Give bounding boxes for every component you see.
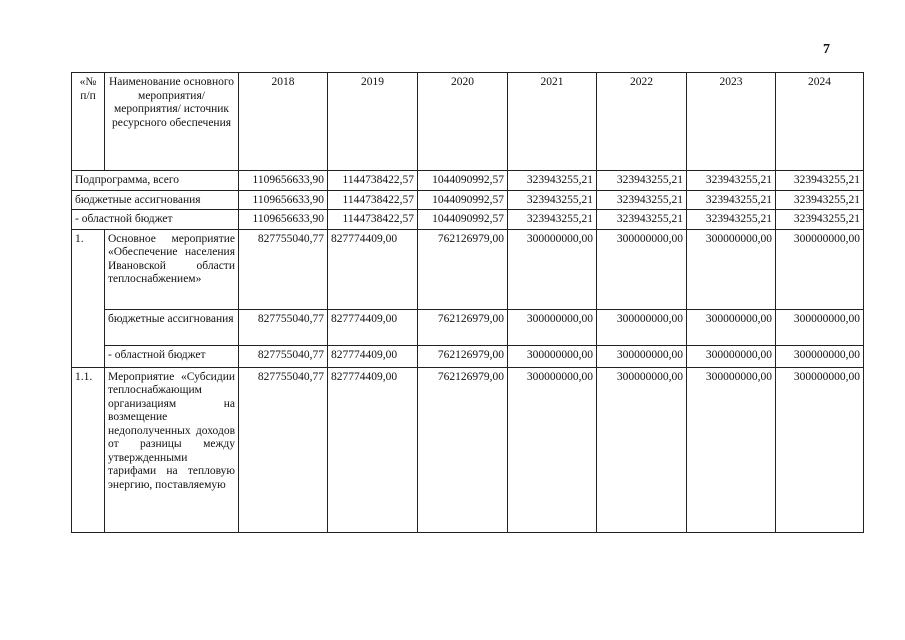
row-value: 300000000,00 xyxy=(687,309,776,345)
row-value: 827755040,77 xyxy=(239,229,328,309)
row-name: - областной бюджет xyxy=(72,210,239,230)
row-value: 1109656633,90 xyxy=(239,190,328,210)
row-value: 300000000,00 xyxy=(508,309,597,345)
row-value: 300000000,00 xyxy=(597,229,687,309)
row-value: 300000000,00 xyxy=(597,309,687,345)
header-year: 2023 xyxy=(687,73,776,171)
table-row xyxy=(72,171,864,191)
table-row xyxy=(72,229,864,309)
row-value: 300000000,00 xyxy=(508,345,597,367)
row-value: 827774409,00 xyxy=(328,229,418,309)
row-value: 762126979,00 xyxy=(418,229,508,309)
row-value: 827755040,77 xyxy=(239,309,328,345)
row-value: 323943255,21 xyxy=(508,190,597,210)
row-name: бюджетные ассигнования xyxy=(72,190,239,210)
row-value: 300000000,00 xyxy=(776,367,864,532)
header-row xyxy=(72,73,864,171)
row-value: 300000000,00 xyxy=(687,229,776,309)
resource-table xyxy=(71,72,864,533)
row-name: - областной бюджет xyxy=(105,345,239,367)
table-row xyxy=(72,309,864,345)
row-value: 1044090992,57 xyxy=(418,210,508,230)
row-value: 1144738422,57 xyxy=(328,171,418,191)
row-name: Подпрограмма, всего xyxy=(72,171,239,191)
row-value: 762126979,00 xyxy=(418,367,508,532)
row-value: 827774409,00 xyxy=(328,367,418,532)
header-year: 2022 xyxy=(597,73,687,171)
row-value: 300000000,00 xyxy=(687,367,776,532)
row-value: 323943255,21 xyxy=(776,210,864,230)
row-value: 300000000,00 xyxy=(776,229,864,309)
row-value: 827755040,77 xyxy=(239,345,328,367)
row-value: 323943255,21 xyxy=(597,190,687,210)
row-name: бюджетные ассигнования xyxy=(105,309,239,345)
row-value: 323943255,21 xyxy=(687,171,776,191)
row-value: 300000000,00 xyxy=(508,367,597,532)
row-num-empty xyxy=(72,345,105,367)
row-value: 1109656633,90 xyxy=(239,210,328,230)
table-row xyxy=(72,210,864,230)
row-value: 323943255,21 xyxy=(508,171,597,191)
row-value: 762126979,00 xyxy=(418,309,508,345)
table-row xyxy=(72,367,864,532)
row-value: 323943255,21 xyxy=(597,171,687,191)
row-num: 1. xyxy=(72,229,105,309)
row-value: 323943255,21 xyxy=(508,210,597,230)
row-name: Основное мероприятие «Обеспечение населения Ивановской области теплоснабжением» xyxy=(105,229,239,309)
header-year: 2020 xyxy=(418,73,508,171)
row-value: 323943255,21 xyxy=(597,210,687,230)
row-value: 300000000,00 xyxy=(597,367,687,532)
row-value: 762126979,00 xyxy=(418,345,508,367)
header-year: 2024 xyxy=(776,73,864,171)
row-value: 323943255,21 xyxy=(687,210,776,230)
row-value: 1144738422,57 xyxy=(328,210,418,230)
row-value: 300000000,00 xyxy=(776,345,864,367)
row-value: 323943255,21 xyxy=(776,190,864,210)
row-value: 827774409,00 xyxy=(328,345,418,367)
header-num: «№ п/п xyxy=(72,73,105,171)
row-value: 300000000,00 xyxy=(508,229,597,309)
row-value: 827774409,00 xyxy=(328,309,418,345)
row-value: 323943255,21 xyxy=(776,171,864,191)
row-value: 1144738422,57 xyxy=(328,190,418,210)
row-value: 323943255,21 xyxy=(687,190,776,210)
header-name: Наименование основного мероприятия/ мероприятия/ источник ресурсного обеспечения xyxy=(105,73,239,171)
row-value: 300000000,00 xyxy=(776,309,864,345)
header-year: 2021 xyxy=(508,73,597,171)
row-num-empty xyxy=(72,309,105,345)
table-row xyxy=(72,190,864,210)
row-num: 1.1. xyxy=(72,367,105,532)
row-value: 1044090992,57 xyxy=(418,190,508,210)
row-value: 1109656633,90 xyxy=(239,171,328,191)
row-value: 300000000,00 xyxy=(597,345,687,367)
table-row xyxy=(72,345,864,367)
row-value: 1044090992,57 xyxy=(418,171,508,191)
page-number: 7 xyxy=(823,42,830,57)
row-value: 827755040,77 xyxy=(239,367,328,532)
row-value: 300000000,00 xyxy=(687,345,776,367)
header-year: 2018 xyxy=(239,73,328,171)
row-name: Мероприятие «Субсидии теплоснабжающим организациям на возмещение недополученных доходов от разницы между утвержденными тарифами на тепловую энергию, поставляемую xyxy=(105,367,239,532)
header-year: 2019 xyxy=(328,73,418,171)
